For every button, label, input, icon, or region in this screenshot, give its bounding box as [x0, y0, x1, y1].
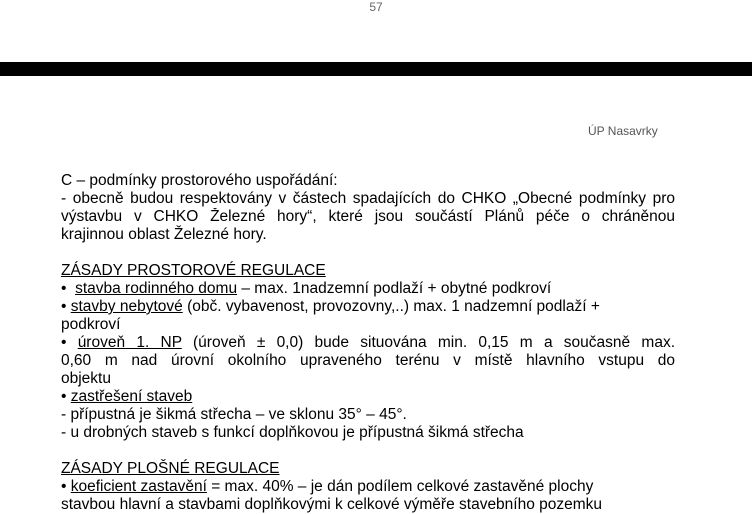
section-c-title: C – podmínky prostorového uspořádání: — [61, 172, 338, 189]
page-separator-bar — [0, 62, 752, 76]
document-body — [61, 172, 675, 514]
term-roofing: zastřešení staveb — [70, 388, 193, 405]
spatial-item-roofing — [61, 388, 675, 406]
spatial-item-floor-level — [61, 334, 675, 352]
area-regulation-heading-text: ZÁSADY PLOŠNÉ REGULACE — [61, 460, 280, 477]
bullet: • — [61, 334, 67, 351]
bullet: • — [61, 388, 67, 405]
bullet: • — [61, 298, 67, 315]
item-text: (obč. vybavenost, provozovny,..) max. 1 nadzemní podlaží + — [182, 298, 600, 315]
spatial-item-house — [61, 280, 675, 298]
item-continuation: stavbou hlavní a stavbami doplňkovými k celkové výměře stavebního pozemku — [61, 496, 603, 513]
section-c-line: - obecně budou respektovány v částech spadajících do CHKO „Obecné podmínky pro — [61, 190, 675, 207]
document-header: ÚP Nasavrky — [588, 124, 658, 138]
bullet: • — [61, 478, 67, 495]
roofing-rule: - přípustná je šikmá střecha – ve sklonu 35° – 45°. — [61, 406, 407, 423]
roofing-rule: - u drobných staveb s funkcí doplňkovou je přípustná šikmá střecha — [61, 424, 524, 441]
section-c-line: krajinnou oblast Železné hory. — [61, 226, 267, 243]
item-continuation: podkroví — [61, 316, 121, 333]
area-regulation-heading — [61, 460, 675, 478]
section-c-line: výstavbu v CHKO Železné hory“, které jsou součástí Plánů péče o chráněnou — [61, 208, 675, 225]
item-continuation: 0,60 m nad úrovní okolního upraveného terénu v místě hlavního vstupu do — [61, 352, 675, 369]
area-item-coverage — [61, 478, 675, 496]
item-text: – max. 1nadzemní podlaží + obytné podkroví — [237, 280, 552, 297]
term-floor-level: úroveň 1. NP — [77, 334, 182, 351]
item-text: (úroveň ± 0,0) bude situována min. 0,15 m a současně max. — [181, 334, 675, 351]
item-text: = max. 40% – je dán podílem celkové zastavěné plochy — [206, 478, 594, 495]
term-nonresidential: stavby nebytové — [70, 298, 183, 315]
page-number: 57 — [369, 0, 383, 14]
bullet: • — [61, 280, 67, 297]
spatial-regulation-heading — [61, 262, 675, 280]
item-continuation: objektu — [61, 370, 111, 387]
term-coverage: koeficient zastavění — [70, 478, 207, 495]
term-house: stavba rodinného domu — [75, 280, 238, 297]
spatial-item-nonresidential — [61, 298, 675, 316]
spatial-regulation-heading-text: ZÁSADY PROSTOROVÉ REGULACE — [61, 262, 326, 279]
